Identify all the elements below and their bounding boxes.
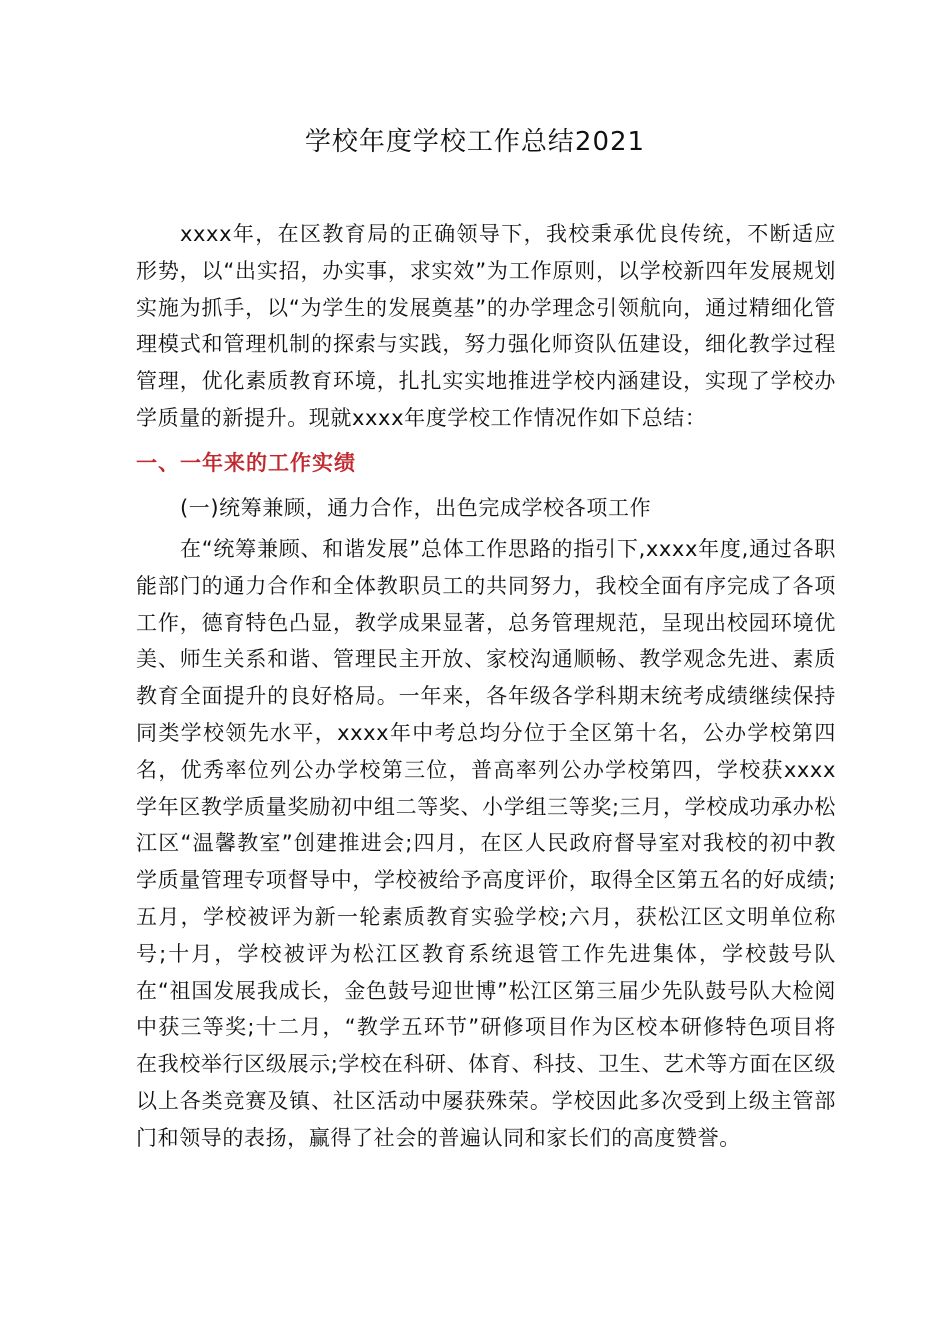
section-heading-achievements: 一、一年来的工作实绩 (136, 451, 356, 475)
subsection-heading-coordination: (一)统筹兼顾，通力合作，出色完成学校各项工作 (180, 496, 652, 520)
intro-paragraph: xxxx年，在区教育局的正确领导下，我校秉承优良传统，不断适应形势，以“出实招，办实事，求实效”为工作原则，以学校新四年发展规划实施为抓手，以“为学生的发展奠基”的办学理念引领航向，通过精细化管理模式和管理机制的探索与实践，努力强化师资队伍建设，细化教学过程管理，优化素质教育环境，扎扎实实地推进学校内涵建设，实现了学校办学质量的新提升。现就xxxx年度学校工作情况作如下总结： (136, 222, 836, 430)
document-title: 学校年度学校工作总结2021 (304, 127, 646, 157)
body-paragraph: 在“统筹兼顾、和谐发展”总体工作思路的指引下,xxxx年度,通过各职能部门的通力合作和全体教职员工的共同努力，我校全面有序完成了各项工作，德育特色凸显，教学成果显著，总务管理规范，呈现出校园环境优美、师生关系和谐、管理民主开放、家校沟通顺畅、教学观念先进、素质教育全面提升的良好格局。一年来，各年级各学科期末统考成绩继续保持同类学校领先水平，xxxx年中考总均分位于全区第十名，公办学校第四名，优秀率位列公办学校第三位，普高率列公办学校第四，学校获xxxx学年区教学质量奖励初中组二等奖、小学组三等奖;三月，学校成功承办松江区“温馨教室”创建推进会;四月，在区人民政府督导室对我校的初中教学质量管理专项督导中，学校被给予高度评价，取得全区第五名的好成绩;五月，学校被评为新一轮素质教育实验学校;六月，获松江区文明单位称号;十月，学校被评为松江区教育系统退管工作先进集体，学校鼓号队在“祖国发展我成长，金色鼓号迎世博”松江区第三届少先队鼓号队大检阅中获三等奖;十二月，“教学五环节”研修项目作为区校本研修特色项目将在我校举行区级展示;学校在科研、体育、科技、卫生、艺术等方面在区级以上各类竞赛及镇、社区活动中屡获殊荣。学校因此多次受到上级主管部门和领导的表扬，赢得了社会的普遍认同和家长们的高度赞誉。 (136, 537, 836, 1150)
